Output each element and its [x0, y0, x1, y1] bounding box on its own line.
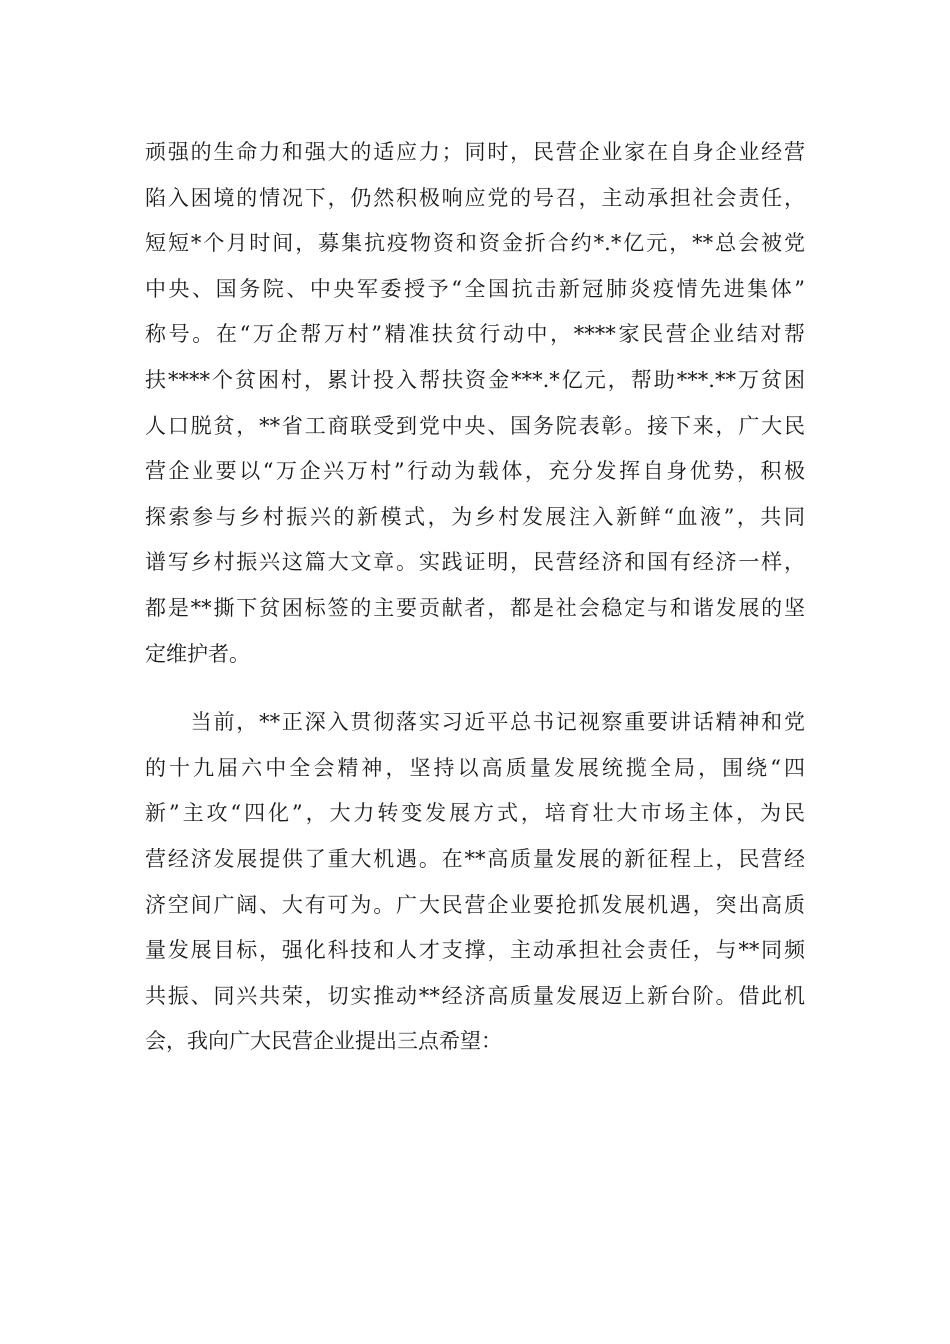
text-line: 中央、国务院、中央军委授予“全国抗击新冠肺炎疫情先进集体” [145, 276, 805, 301]
text-line: 短短*个月时间，募集抗疫物资和资金折合约*.*亿元，**总会被党 [145, 231, 805, 256]
text-line: 谱写乡村振兴这篇大文章。实践证明，民营经济和国有经济一样， [145, 550, 805, 575]
text-line: 共振、同兴共荣，切实推动**经济高质量发展迈上新台阶。借此机 [145, 983, 805, 1008]
paragraph-2 [145, 700, 805, 1065]
text-line: 顽强的生命力和强大的适应力；同时，民营企业家在自身企业经营 [145, 140, 805, 164]
text-line: 陷入困境的情况下，仍然积极响应党的号召，主动承担社会责任， [145, 185, 805, 210]
text-line: 济空间广阔、大有可为。广大民营企业要抢抓发展机遇，突出高质 [145, 892, 805, 917]
text-line: 当前，**正深入贯彻落实习近平总书记视察重要讲话精神和党 [145, 710, 805, 735]
text-line: 量发展目标，强化科技和人才支撑，主动承担社会责任，与**同频 [145, 938, 805, 963]
paragraph-1 [145, 130, 805, 677]
text-line: 都是**撕下贫困标签的主要贡献者，都是社会稳定与和谐发展的坚 [145, 595, 805, 620]
text-line: 新”主攻“四化”，大力转变发展方式，培育壮大市场主体，为民 [145, 801, 805, 826]
text-line: 人口脱贫，**省工商联受到党中央、国务院表彰。接下来，广大民 [145, 413, 805, 438]
text-line: 的十九届六中全会精神，坚持以高质量发展统揽全局，围绕“四 [145, 755, 805, 780]
text-line: 营经济发展提供了重大机遇。在**高质量发展的新征程上，民营经 [145, 846, 805, 871]
body-text [145, 130, 805, 1065]
text-line: 营企业要以“万企兴万村”行动为载体，充分发挥自身优势，积极 [145, 459, 805, 484]
text-line: 扶****个贫困村，累计投入帮扶资金***.*亿元，帮助***.**万贫困 [145, 367, 805, 392]
text-line: 会，我向广大民营企业提出三点希望： [145, 1029, 502, 1054]
text-line: 探索参与乡村振兴的新模式，为乡村发展注入新鲜“血液”，共同 [145, 504, 805, 529]
text-line: 称号。在“万企帮万村”精准扶贫行动中，****家民营企业结对帮 [145, 322, 805, 347]
paragraph-spacer [145, 677, 805, 700]
text-line: 定维护者。 [145, 641, 250, 666]
